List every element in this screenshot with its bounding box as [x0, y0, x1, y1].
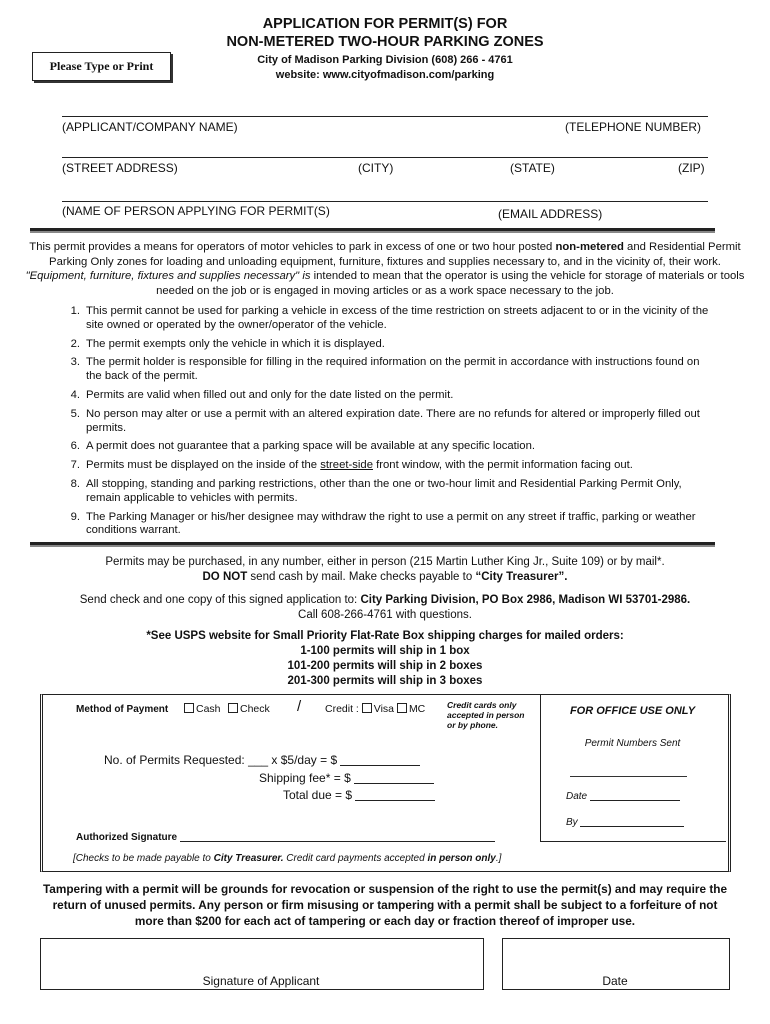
- usps-note: *See USPS website for Small Priority Flat-Rate Box shipping charges for mailed orders:: [146, 630, 624, 642]
- tampering-warning: Tampering with a permit will be grounds for revocation or suspension of the right to use the permit(s) and may require the return of unused permits. Any person or firm misusing or tampering with a permit shall be subject to a forfeiture of not more than $200 for each act of tampering or each day or fraction thereof of improper use.: [42, 882, 728, 928]
- street-label: (STREET ADDRESS): [62, 161, 178, 175]
- applicant-label: (APPLICANT/COMPANY NAME): [62, 120, 238, 134]
- ship-line3: 201-300 permits will ship in 3 boxes: [287, 675, 483, 687]
- check-option[interactable]: Check: [228, 703, 270, 715]
- credit-card-note: Credit cards only accepted in person or by phone.: [447, 700, 525, 730]
- type-or-print-box: Please Type or Print: [32, 52, 171, 81]
- applicant-signature-label: Signature of Applicant: [202, 974, 320, 988]
- rule-item: 8. All stopping, standing and parking restrictions, other than the one or two-hour limit and Residential Parking Permit Only, remain applicable to vehicles with permits.: [70, 477, 682, 504]
- divider-bar: [30, 542, 715, 547]
- office-date-row[interactable]: Date: [566, 791, 680, 802]
- rule-item: 2. The permit exempts only the vehicle in which it is displayed.: [70, 337, 385, 350]
- visa-checkbox[interactable]: [362, 703, 372, 713]
- rule-item: 9. The Parking Manager or his/her designee may withdraw the right to use a permit on any street if traffic, parking or weather conditions warrant.: [70, 510, 696, 537]
- office-use-title: FOR OFFICE USE ONLY: [569, 705, 696, 717]
- ship-line1: 1-100 permits will ship in 1 box: [300, 645, 470, 657]
- website: website: www.cityofmadison.com/parking: [275, 69, 495, 81]
- purchase-line1: Permits may be purchased, in any number, either in person (215 Martin Luther King Jr., Suite 109) or by mail*.: [105, 556, 665, 568]
- shipping-fee-row[interactable]: Shipping fee* = $: [259, 771, 434, 785]
- division-contact: City of Madison Parking Division (608) 266 - 4761: [257, 54, 513, 66]
- purchase-line2: DO NOT send cash by mail. Make checks payable to “City Treasurer”.: [202, 571, 568, 583]
- email-label: (EMAIL ADDRESS): [498, 207, 603, 221]
- person-line[interactable]: [62, 201, 708, 202]
- method-of-payment-label: Method of Payment: [76, 704, 169, 715]
- zip-label: (ZIP): [678, 161, 705, 175]
- permit-numbers-line[interactable]: [570, 776, 687, 777]
- total-due-row[interactable]: Total due = $: [283, 788, 435, 802]
- payment-slash: /: [297, 698, 302, 715]
- checks-payable-note: [Checks to be made payable to City Treasurer. Credit card payments accepted in person only.]: [73, 853, 502, 864]
- cash-option[interactable]: Cash: [184, 703, 221, 715]
- purchase-line3: Send check and one copy of this signed application to: City Parking Division, PO Box 2986, Madison WI 53701-2986.: [79, 594, 691, 606]
- authorized-signature-row[interactable]: Authorized Signature: [76, 832, 495, 843]
- state-label: (STATE): [510, 161, 555, 175]
- rule-item: 6. A permit does not guarantee that a parking space will be available at any specific location.: [70, 440, 536, 453]
- telephone-label: (TELEPHONE NUMBER): [565, 120, 702, 134]
- intro-paragraph: This permit provides a means for operators of motor vehicles to park in excess of one or two hour posted non-metered and Residential Permit Parking Only zones for loading and unloading equipment, furniture, fixtures and supplies necessary to, and in the vicinity of, their work. "Equipment, furniture, fixtures and supplies necessary" is intended to mean that the operator is using the vehicle for storage of materials or tools needed on the job or is engaged in moving articles or as a work space necessary to the job.: [25, 241, 745, 297]
- form-title-line2: NON-METERED TWO-HOUR PARKING ZONES: [226, 34, 544, 50]
- permit-numbers-label: Permit Numbers Sent: [584, 738, 681, 749]
- rule-item: 4. Permits are valid when filled out and only for the date listed on the permit.: [70, 388, 454, 401]
- applicant-line[interactable]: [62, 116, 708, 117]
- person-label: (NAME OF PERSON APPLYING FOR PERMIT(S): [62, 204, 330, 218]
- ship-line2: 101-200 permits will ship in 2 boxes: [287, 660, 483, 672]
- date-label: Date: [602, 974, 628, 988]
- office-by-row[interactable]: By: [566, 817, 684, 828]
- city-label: (CITY): [358, 161, 394, 175]
- permits-requested-row[interactable]: No. of Permits Requested: ___ x $5/day = $: [104, 753, 420, 767]
- address-line[interactable]: [62, 157, 708, 158]
- rule-item: 7. Permits must be displayed on the inside of the street-side front window, with the permit information facing out.: [70, 459, 633, 472]
- rule-item: 5. No person may alter or use a permit with an altered expiration date. There are no refunds for altered or improperly filled out permits.: [70, 407, 700, 434]
- divider-bar: [30, 228, 715, 233]
- rule-item: 3. The permit holder is responsible for filling in the required information on the permit in accordance with instructions found on the back of the permit.: [70, 356, 700, 383]
- rule-item: 1. This permit cannot be used for parking a vehicle in excess of the time restriction on streets adjacent to or in the vicinity of the site owned or operated by the owner/operator of the vehicle.: [70, 305, 709, 331]
- cash-checkbox[interactable]: [184, 703, 194, 713]
- purchase-line4: Call 608-266-4761 with questions.: [298, 609, 472, 621]
- check-checkbox[interactable]: [228, 703, 238, 713]
- mc-checkbox[interactable]: [397, 703, 407, 713]
- rules-list: [60, 305, 710, 543]
- form-title-line1: APPLICATION FOR PERMIT(S) FOR: [262, 16, 508, 32]
- credit-option[interactable]: Credit : Visa MC: [325, 703, 426, 715]
